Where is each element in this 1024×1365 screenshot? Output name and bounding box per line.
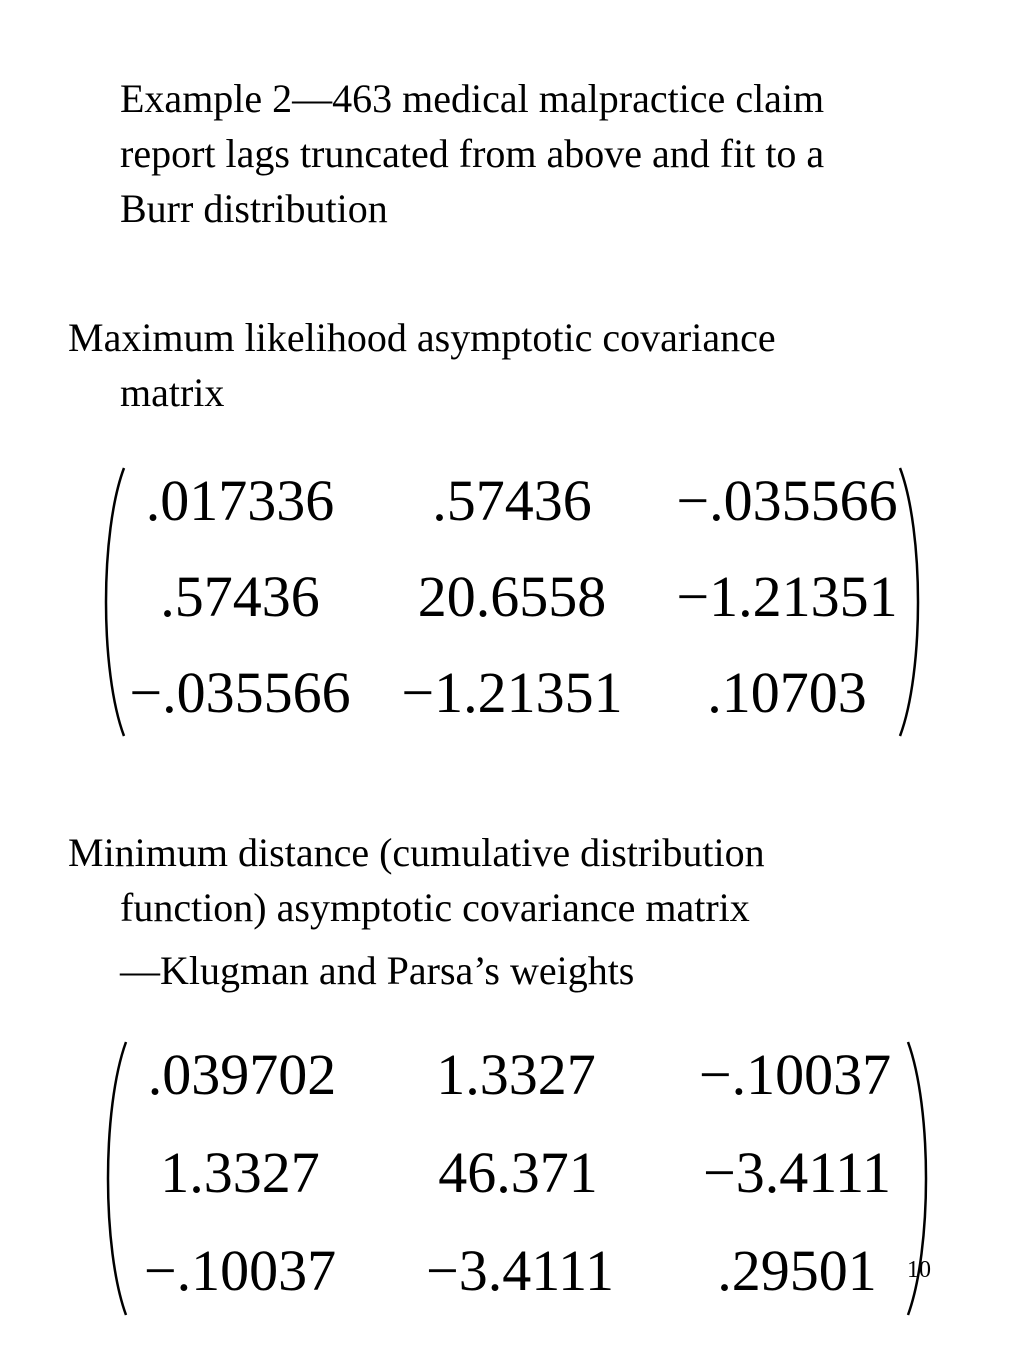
- matrix-cell: −1.21351: [676, 564, 898, 629]
- right-paren: [896, 462, 926, 742]
- matrix-cell: −1.21351: [401, 660, 623, 725]
- ml-section-heading: [68, 310, 776, 420]
- example-title: [120, 71, 824, 236]
- matrix-cell: −.10037: [143, 1238, 337, 1303]
- md-heading-line-2: function) asymptotic covariance matrix: [120, 885, 750, 930]
- weights-note: —Klugman and Parsa’s weights: [120, 948, 635, 993]
- matrix-cell: 20.6558: [417, 564, 607, 629]
- matrix-cell: −3.4111: [426, 1238, 614, 1303]
- matrix-cell: .29501: [717, 1238, 877, 1303]
- page-number: 10: [907, 1257, 931, 1283]
- matrix-cell: −3.4111: [703, 1140, 891, 1205]
- ml-heading-line-2: matrix: [120, 370, 225, 415]
- matrix-cell: 1.3327: [160, 1140, 320, 1205]
- left-paren: [100, 1036, 130, 1321]
- md-covariance-matrix: [0, 1036, 1024, 1321]
- example-title-line-1: Example 2—463 medical malpractice claim: [120, 76, 825, 121]
- matrix-cell: .10703: [707, 660, 867, 725]
- matrix-cell: 46.371: [438, 1140, 598, 1205]
- left-paren: [98, 462, 128, 742]
- md-section-heading: [68, 825, 765, 935]
- matrix-cell: 1.3327: [436, 1042, 596, 1107]
- matrix-cell: .57436: [160, 564, 320, 629]
- matrix-cell: .017336: [145, 468, 335, 533]
- md-heading-line-1: Minimum distance (cumulative distribution: [68, 830, 765, 875]
- ml-heading-line-1: Maximum likelihood asymptotic covariance: [68, 315, 776, 360]
- matrix-cell: .039702: [147, 1042, 337, 1107]
- example-title-line-3: Burr distribution: [120, 186, 388, 231]
- example-title-line-2: report lags truncated from above and fit to a: [120, 131, 825, 176]
- matrix-cell: −.10037: [698, 1042, 892, 1107]
- matrix-cell: −.035566: [129, 660, 351, 725]
- ml-covariance-matrix: [0, 462, 1024, 742]
- matrix-cell: −.035566: [676, 468, 898, 533]
- matrix-cell: .57436: [432, 468, 592, 533]
